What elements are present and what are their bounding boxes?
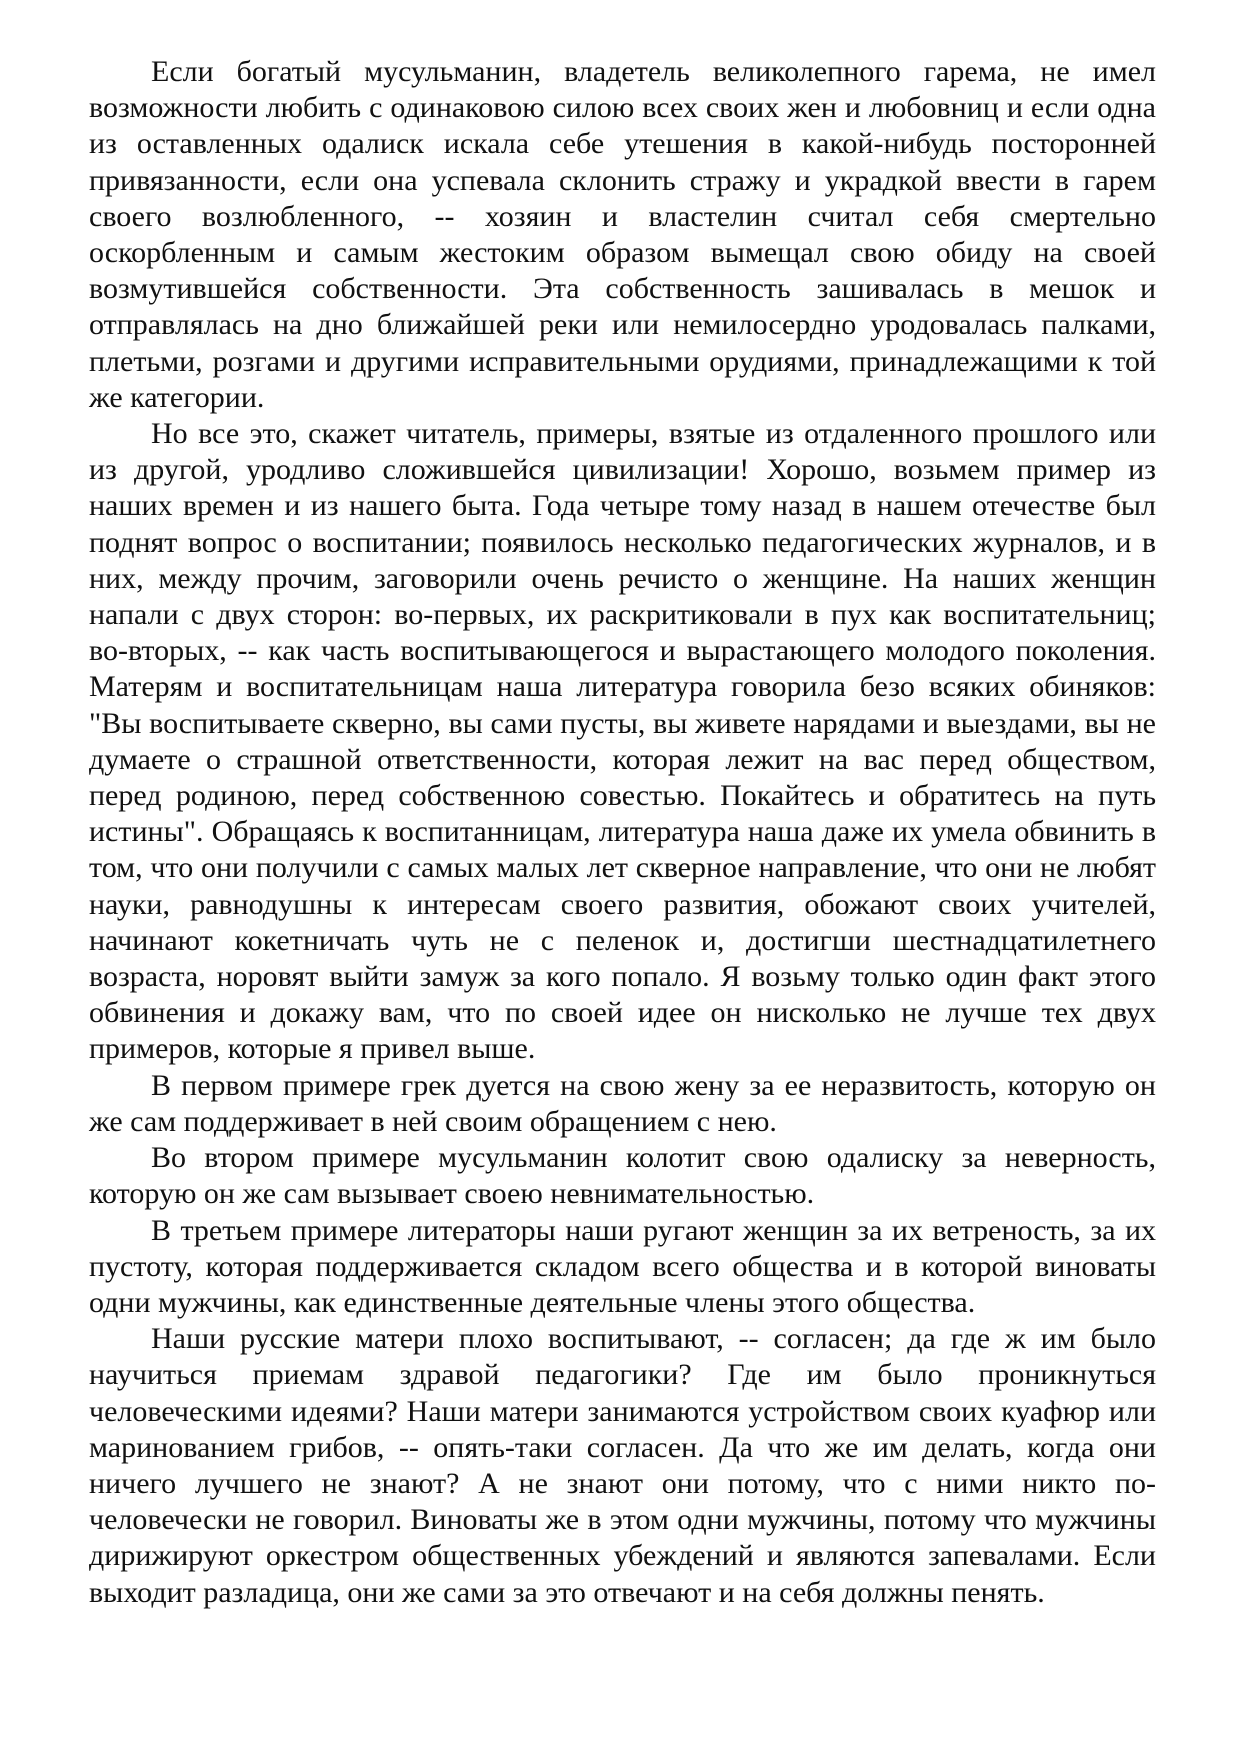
paragraph-2: Но все это, скажет читатель, примеры, взятые из отдаленного прошлого или из другой, уродливо сложившейся цивилизации! Хорошо, возьмем пример из наших времен и из нашего быта. Года четыре тому назад в нашем отечестве был поднят вопрос о воспитании; появилось несколько педагогических журналов, и в них, между прочим, заговорили очень речисто о женщине. На наших женщин напали с двух сторон: во-первых, их раскритиковали в пух как воспитательниц; во-вторых, -- как часть воспитывающегося и вырастающего молодого поколения. Матерям и воспитательницам наша литература говорила безо всяких обиняков: "Вы воспитываете скверно, вы сами пусты, вы живете нарядами и выездами, вы не думаете о страшной ответственности, которая лежит на вас перед обществом, перед родиною, перед собственною совестью. Покайтесь и обратитесь на путь истины". Обращаясь к воспитанницам, литература наша даже их умела обвинить в том, что они получили с самых малых лет скверное направление, что они не любят науки, равнодушны к интересам своего развития, обожают своих учителей, начинают кокетничать чуть не с пеленок и, достигши шестнадцатилетнего возраста, норовят выйти замуж за кого попало. Я возьму только один факт этого обвинения и докажу вам, что по своей идее он нисколько не лучше тех двух примеров, которые я привел выше. — [89, 417, 1156, 1066]
document-page — [89, 54, 1156, 1611]
paragraph-1: Если богатый мусульманин, владетель великолепного гарема, не имел возможности любить с одинаковою силою всех своих жен и любовниц и если одна из оставленных одалиск искала себе утешения в какой-нибудь посторонней привязанности, если она успевала склонить стражу и украдкой ввести в гарем своего возлюбленного, -- хозяин и властелин считал себя смертельно оскорбленным и самым жестоким образом вымещал свою обиду на своей возмутившейся собственности. Эта собственность зашивалась в мешок и отправлялась на дно ближайшей реки или немилосердно уродовалась палками, плетьми, розгами и другими исправительными орудиями, принадлежащими к той же категории. — [89, 55, 1156, 414]
paragraph-5: В третьем примере литераторы наши ругают женщин за их ветреность, за их пустоту, которая поддерживается складом всего общества и в которой виноваты одни мужчины, как единственные деятельные члены этого общества. — [89, 1213, 1156, 1319]
paragraph-3: В первом примере грек дуется на свою жену за ее неразвитость, которую он же сам поддерживает в ней своим обращением с нею. — [89, 1068, 1156, 1138]
paragraph-6: Наши русские матери плохо воспитывают, -- согласен; да где ж им было научиться приемам здравой педагогики? Где им было проникнуться человеческими идеями? Наши матери занимаются устройством своих куафюр или маринованием грибов, -- опять-таки согласен. Да что же им делать, когда они ничего лучшего не знают? А не знают они потому, что с ними никто по-человечески не говорил. Виноваты же в этом одни мужчины, потому что мужчины дирижируют оркестром общественных убеждений и являются запевалами. Если выходит разладица, они же сами за это отвечают и на себя должны пенять. — [89, 1322, 1156, 1609]
paragraph-4: Во втором примере мусульманин колотит свою одалиску за неверность, которую он же сам вызывает своею невнимательностью. — [89, 1141, 1156, 1211]
